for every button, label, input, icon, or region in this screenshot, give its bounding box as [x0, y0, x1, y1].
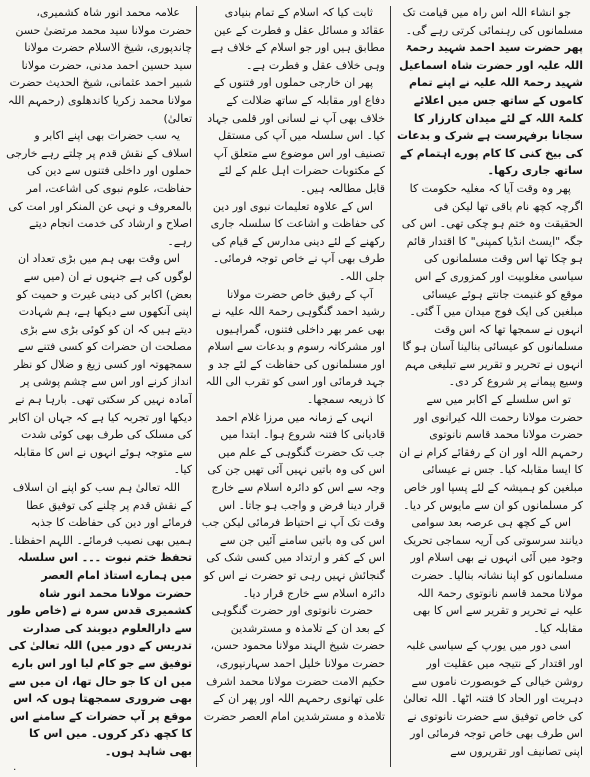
paragraph: اس کے کچھ ہی عرصہ بعد سوامی دیانند سرسوتی کی آریہ سماجی تحریک وجود میں آئی انہوں نے بھی اسلام اور مسلمانوں کو اپنا نشانہ بنالیا۔ حضرت مولانا محمد قاسم نانوتوی رحمۃ اللہ علیہ نے تحریر و تقریر سے اس کا بھی مقابلہ کیا۔	[403, 516, 583, 635]
page-number: ۰	[12, 764, 18, 775]
column-right	[395, 4, 583, 769]
paragraph: یہ سب حضرات بھی اپنے اکابر و اسلاف کے نقش قدم پر چلتے رہے خارجی حملوں اور داخلی فتنوں سے دین کی حفاظت، علوم نبوی کی اشاعت، امر بالمعروف و نہی عن المنکر اور امت کی اصلاح و ارشاد کی خدمت انجام دیتے رہے۔	[6, 129, 192, 248]
paragraph: اسی دور میں یورپ کے سیاسی غلبہ اور اقتدار کے نتیجہ میں عقلیت اور روشن خیالی کے خوبصورت ناموں سے دہریت اور الحاد کا فتنہ اٹھا۔ اللہ تعالیٰ کی خاص توفیق سے حضرت نانوتوی نے اس طرف بھی خاص توجہ فرمائی اور اپنی تصانیف اور تقریروں سے	[403, 639, 583, 758]
paragraph: اس وقت بھی ہم میں بڑی تعداد ان لوگوں کی ہے جنہوں نے ان (میں سے بعض) اکابر کی دینی غیرت و حمیت کو اپنی آنکھوں سے دیکھا ہے، ہم شہادت دیتے ہیں کہ ان کو کوئی بڑی سے بڑی مصلحت ان حضرات کو کسی فتنے سے سمجھوتہ اور کسی زیغ و ضلال کو نظر انداز کرنے اور اس سے چشم پوشی پر آمادہ نہیں کر سکتی تھی۔ بارہا ہم نے دیکھا اور تجربہ کیا ہے کہ جہاں ان اکابر کی مسلک کی طرف بھی کوئی شدت سے متوجہ ہوئے انہوں نے اس کا مقابلہ کیا۔	[9, 252, 192, 477]
section-heading-paragraph: تحفظ ختم نبوت ۔۔۔ اس سلسلہ میں ہمارے استاذ امام العصر حضرت مولانا محمد انور شاہ کشمیری قدس سرہ نے (خاص طور سے دارالعلوم دیوبند کی صدارت تدریس کے دور میں) اللہ تعالیٰ کی توفیق سے جو کام لیا اور اس بارے میں ان کا جو حال تھا، ان میں سے بھی ضروری سمجھتا ہوں کہ اس موقع پر آپ حضرات کے سامنے اس کا کچھ ذکر کروں۔ میں اس کا بھی شاہد ہوں۔	[7, 551, 192, 758]
paragraph: آپ کے رفیق خاص حضرت مولانا رشید احمد گنگوہی رحمۃ اللہ علیہ نے بھی عمر بھر داخلی فتنوں، گمراہیوں اور مشرکانہ رسوم و بدعات سے اسلام اور مسلمانوں کی حفاظت کے لئے جد و جہد فرمائی اور اسی کو تقرب الی اللہ کا ذریعہ سمجھا۔	[205, 287, 385, 407]
column-divider	[390, 6, 391, 767]
paragraph: حضرت نانوتوی اور حضرت گنگوہی کے بعد ان کے تلامذہ و مسترشدین حضرت شیخ الہند مولانا محمود حسن، حضرت مولانا خلیل احمد سہارنپوری، حکیم الامت حضرت مولانا محمد اشرف علی تھانوی رحمہم اللہ اور پھر ان کے تلامذہ و مسترشدین امام العصر حضرت	[203, 604, 385, 723]
paragraph: انہی کے زمانہ میں مرزا غلام احمد قادیانی کا فتنہ شروع ہوا۔ ابتدا میں جب تک حضرت گنگوہی کے علم میں اس کی وہ باتیں نہیں آئی تھیں جن کی وجہ سے اس کو دائرہ اسلام سے خارج قرار دینا فرض و واجب ہو جاتا۔ اس وقت تک آپ نے احتیاط فرمائی لیکن جب اس کی وہ باتیں سامنے آئیں جن سے اس کے کفر و ارتداد میں کسی شک کی گنجائش نہیں رہی تو حضرت نے اس کو دائرہ اسلام سے خارج قرار دیا۔	[201, 410, 385, 600]
column-left	[6, 4, 192, 769]
paragraph: پھر حضرت سید احمد شہید رحمۃ اللہ علیہ اور حضرت شاہ اسماعیل شہید رحمۃ اللہ علیہ نے اپنے تمام کاموں کے ساتھ جس میں اعلائے کلمۃ اللہ کے لئے میدان کارزار کا سجانا برفہرست ہے شرک و بدعات کی بیخ کنی کا کام پورے اہتمام کے ساتھ جاری رکھا۔	[396, 41, 583, 178]
paragraph: اس کے علاوہ تعلیمات نبوی اور دین کی حفاظت و اشاعت کا سلسلہ جاری رکھنے کے لئے دینی مدارس کے قیام کی طرف بھی آپ نے خاص توجہ فرمائی۔ جلی اللہ۔	[210, 199, 385, 283]
paragraph: جو انشاء اللہ اس راہ میں قیامت تک مسلمانوں کی رہنمائی کرتی رہے گی۔	[402, 6, 583, 37]
paragraph: پھر ان خارجی حملوں اور فتنوں کے دفاع اور مقابلہ کے ساتھ ضلالت کے خلاف بھی آپ نے لسانی اور قلمی جہاد کیا۔ اس سلسلہ میں آپ کی مستقل تصنیف اور اس موضوع سے متعلق آپ کے مکتوبات حضرات اہل علم کے لئے قابل مطالعہ ہیں۔	[207, 76, 385, 195]
column-middle	[200, 4, 385, 769]
paragraph: ثابت کیا کہ اسلام کے تمام بنیادی عقائد و مسائل عقل و فطرت کے عین مطابق ہیں اور جو اسلام کے خلاف ہے وہی خلاف عقل و فطرت ہے۔	[210, 6, 385, 72]
paragraph: تو اس سلسلے کے اکابر میں سے حضرت مولانا رحمت اللہ کیرانوی اور حضرت مولانا محمد قاسم نانوتوی رحمہم اللہ اور ان کے رفقائے کرام نے ان کا ایسا مقابلہ کیا۔ جس نے عیسائی مبلغین کو ہمیشہ کے لئے پسپا اور خاص کر مسلمانوں کو ان سے مایوس کر دیا۔	[398, 393, 583, 512]
column-divider	[196, 6, 197, 767]
paragraph: علامہ محمد انور شاہ کشمیری، حضرت مولانا سید محمد مرتضیٰ حسن چاندپوری، شیخ الاسلام حضرت مولانا سید حسین احمد مدنی، حضرت مولانا شبیر احمد عثمانی، شیخ الحدیث حضرت مولانا محمد زکریا کاندھلوی (رحمہم اللہ تعالیٰ)	[7, 6, 192, 125]
paragraph: اللہ تعالیٰ ہم سب کو اپنے ان اسلاف کے نقش قدم پر چلنے کی توفیق عطا فرمائے اور دین کی حفاظت کا جذبہ ہمیں بھی نصیب فرمائے۔ اللہم احفظنا۔	[8, 481, 192, 547]
paragraph: پھر وہ وقت آیا کہ مغلیہ حکومت کا اگرچہ کچھ نام باقی تھا لیکن فی الحقیقت وہ ختم ہو چکی تھی۔ اس کی جگہ "ایسٹ انڈیا کمپنی" کا اقتدار قائم ہو چکا تھا اس وقت مسلمانوں کی سیاسی مغلوبیت اور کمزوری کے اس موقع کو غنیمت جانتے ہوئے عیسائی مبلغین کی ایک فوج میدان میں آ گئی۔ انہوں نے سمجھا تھا کہ اس وقت مسلمانوں کو عیسائی بنالینا آسان ہو گا انہوں نے تحریر و تقریر سے تبلیغی مہم وسیع پیمانے پر شروع کر دی۔	[401, 181, 583, 389]
